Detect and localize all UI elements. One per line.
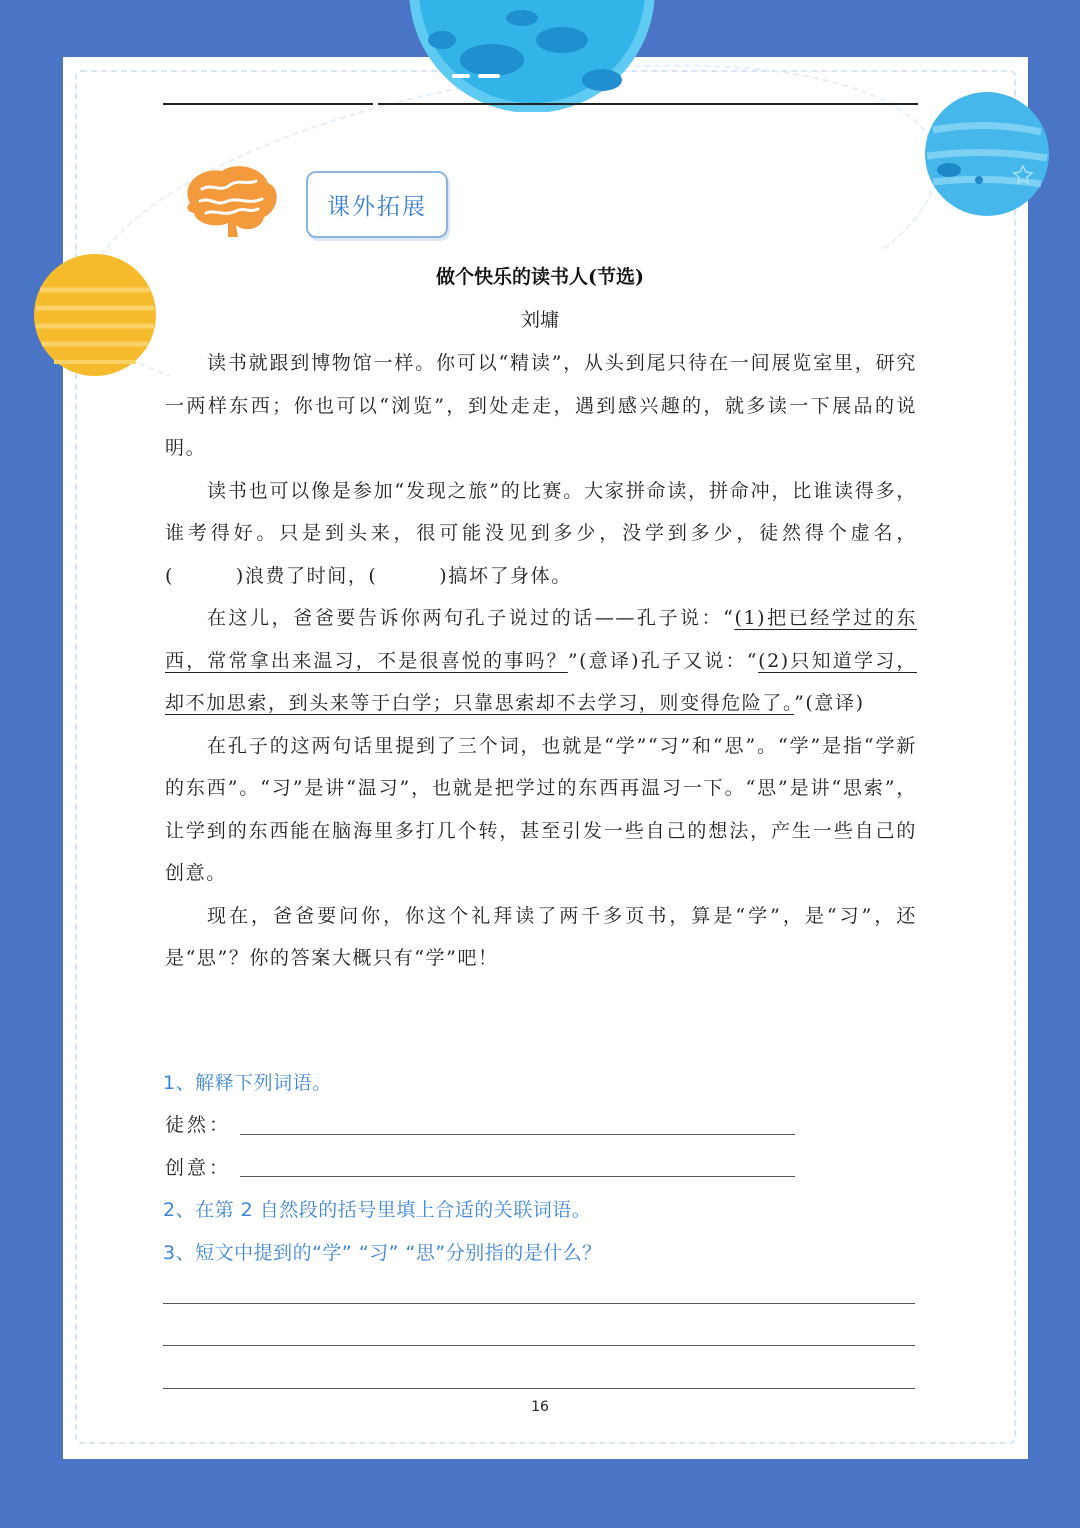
paragraph-2 — [165, 470, 917, 598]
underlined-quote-1: (1)把已经学过的东西，常常拿出来温习，不是很喜悦的事吗？ — [165, 607, 917, 672]
paragraph-1: 读书就跟到博物馆一样。你可以“精读”，从头到尾只待在一间展览室里，研究一两样东西；你也可以“浏览”，到处走走，遇到感兴趣的，就多读一下展品的说明。 — [165, 352, 917, 459]
article-title: 做个快乐的读书人(节选) — [436, 266, 644, 288]
paragraph-3-intro: 在这儿，爸爸要告诉你两句孔子说过的话——孔子说：“ — [207, 607, 735, 629]
article-body — [165, 342, 917, 980]
term-chuangyi-answer-line[interactable] — [240, 1176, 795, 1177]
blue-planet-icon — [923, 90, 1051, 218]
paragraph-3 — [165, 597, 917, 725]
article-author: 刘墉 — [520, 309, 559, 331]
question-1: 1、解释下列词语。 — [163, 1072, 332, 1094]
brain-icon — [178, 163, 282, 239]
answer-line-2[interactable] — [163, 1345, 915, 1346]
answer-line-3[interactable] — [163, 1388, 915, 1389]
term-chuangyi-label: 创意： — [165, 1157, 232, 1179]
paragraph-2-blanks[interactable]: ( )浪费了时间，( )搞坏了身体。 — [165, 564, 572, 587]
answer-line-1[interactable] — [163, 1303, 915, 1304]
header-line-left — [163, 103, 373, 105]
term-tuoran-label: 徒然： — [165, 1114, 232, 1136]
paragraph-4: 在孔子的这两句话里提到了三个词，也就是“学”“习”和“思”。“学”是指“学新的东西”。“习”是讲“温习”，也就是把学过的东西再温习一下。“思”是讲“思索”，让学到的东西能在脑海里多打几个转，甚至引发一些自己的想法，产生一些自己的创意。 — [165, 734, 917, 884]
paragraph-3-end: ”(意译) — [794, 692, 865, 714]
paragraph-3-middle: ”(意译)孔子又说：“ — [567, 649, 759, 672]
question-2: 2、在第 2 自然段的括号里填上合适的关联词语。 — [163, 1199, 592, 1221]
top-planet-icon — [372, 0, 692, 112]
header-line-right — [378, 103, 918, 105]
question-3: 3、短文中提到的“学” “习” “思”分别指的是什么？ — [163, 1242, 602, 1264]
yellow-planet-icon — [32, 252, 158, 378]
paragraph-5: 现在，爸爸要问你，你这个礼拜读了两千多页书，算是“学”，是“习”，还是“思”？你的答案大概只有“学”吧！ — [165, 904, 917, 969]
paragraph-2-text: 读书也可以像是参加“发现之旅”的比赛。大家拼命读，拼命冲，比谁读得多，谁考得好。只是到头来，很可能没见到多少，没学到多少，徒然得个虚名， — [165, 479, 917, 544]
underlined-quote-2: (2)只知道学习，却不加思索，到头来等于白学；只靠思索却不去学习，则变得危险了。 — [165, 649, 917, 714]
term-tuoran-answer-line[interactable] — [240, 1134, 795, 1135]
page-number: 16 — [531, 1399, 549, 1415]
section-tag: 课外拓展 — [306, 171, 448, 238]
